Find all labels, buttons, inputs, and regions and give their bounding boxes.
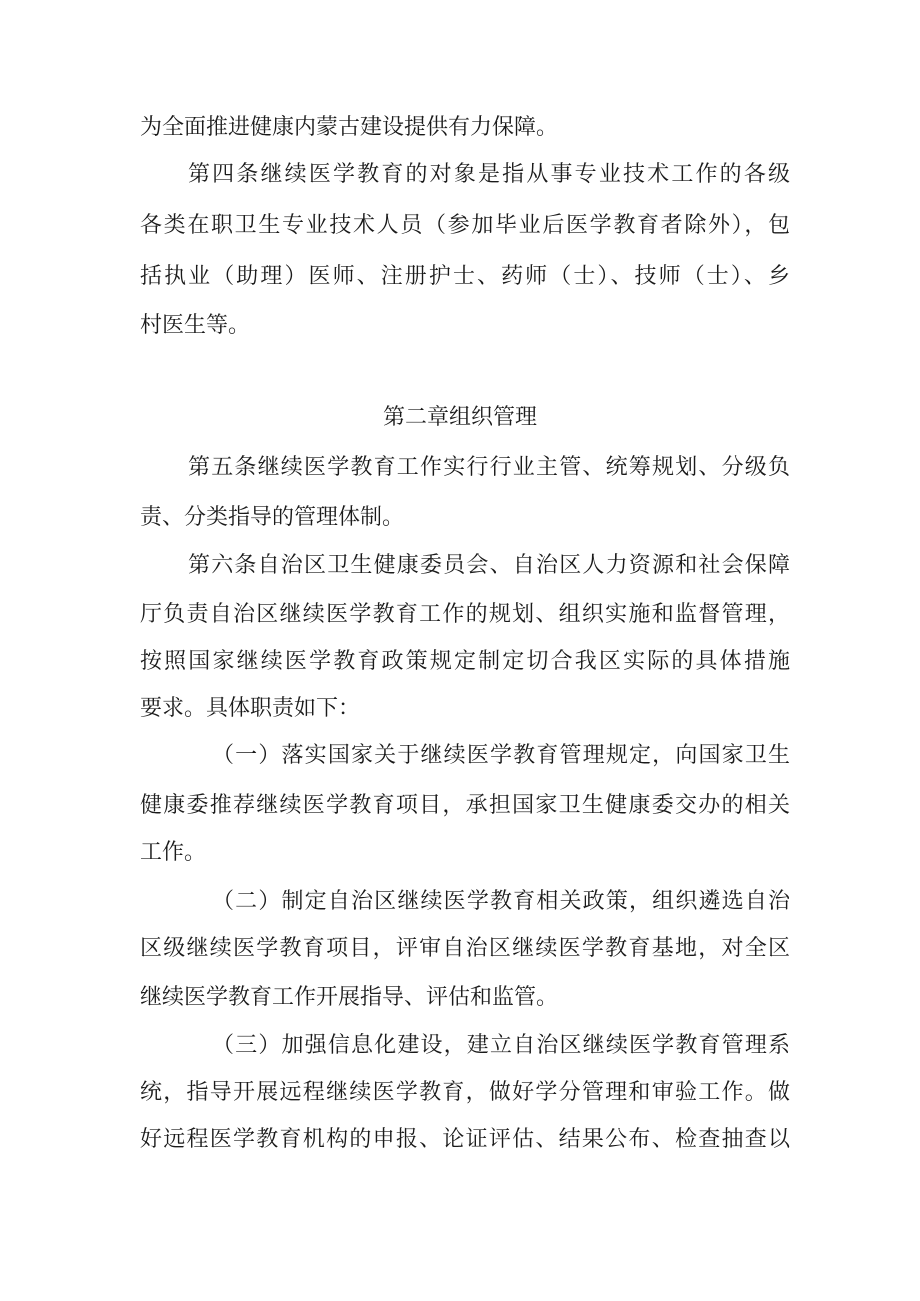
paragraph-line: 各类在职卫生专业技术人员（参加毕业后医学教育者除外），包 bbox=[140, 213, 790, 238]
paragraph-line: 括执业（助理）医师、注册护士、药师（士）、技师（士）、乡 bbox=[140, 264, 790, 289]
list-item-line: 继续医学教育工作开展指导、评估和监管。 bbox=[140, 985, 559, 1010]
list-item-line: （三）加强信息化建设，建立自治区继续医学教育管理系 bbox=[212, 1033, 790, 1058]
paragraph-line: 责、分类指导的管理体制。 bbox=[140, 505, 405, 530]
paragraph-line: 要求。具体职责如下： bbox=[140, 696, 361, 721]
list-item-line: 工作。 bbox=[140, 840, 207, 865]
chapter-title: 第二章组织管理 bbox=[382, 405, 537, 430]
list-item-line: 区级继续医学教育项目，评审自治区继续医学教育基地，对全区 bbox=[140, 936, 790, 961]
paragraph-line: 村医生等。 bbox=[140, 313, 251, 338]
list-item-line: 健康委推荐继续医学教育项目，承担国家卫生健康委交办的相关 bbox=[140, 793, 790, 818]
paragraph-line: 按照国家继续医学教育政策规定制定切合我区实际的具体措施 bbox=[140, 649, 790, 674]
paragraph-line: 第六条自治区卫生健康委员会、自治区人力资源和社会保障 bbox=[188, 553, 790, 578]
paragraph-line: 厅负责自治区继续医学教育工作的规划、组织实施和监督管理， bbox=[140, 602, 790, 627]
paragraph-line: 第四条继续医学教育的对象是指从事专业技术工作的各级 bbox=[188, 162, 790, 187]
paragraph-line: 为全面推进健康内蒙古建设提供有力保障。 bbox=[140, 115, 559, 140]
list-item-line: 好远程医学教育机构的申报、论证评估、结果公布、检查抽查以 bbox=[140, 1127, 790, 1152]
list-item-line: （一）落实国家关于继续医学教育管理规定，向国家卫生 bbox=[212, 743, 790, 768]
paragraph-line: 第五条继续医学教育工作实行行业主管、统筹规划、分级负 bbox=[188, 455, 790, 480]
list-item-line: （二）制定自治区继续医学教育相关政策，组织遴选自治 bbox=[212, 889, 790, 914]
list-item-line: 统，指导开展远程继续医学教育，做好学分管理和审验工作。做 bbox=[140, 1080, 790, 1105]
